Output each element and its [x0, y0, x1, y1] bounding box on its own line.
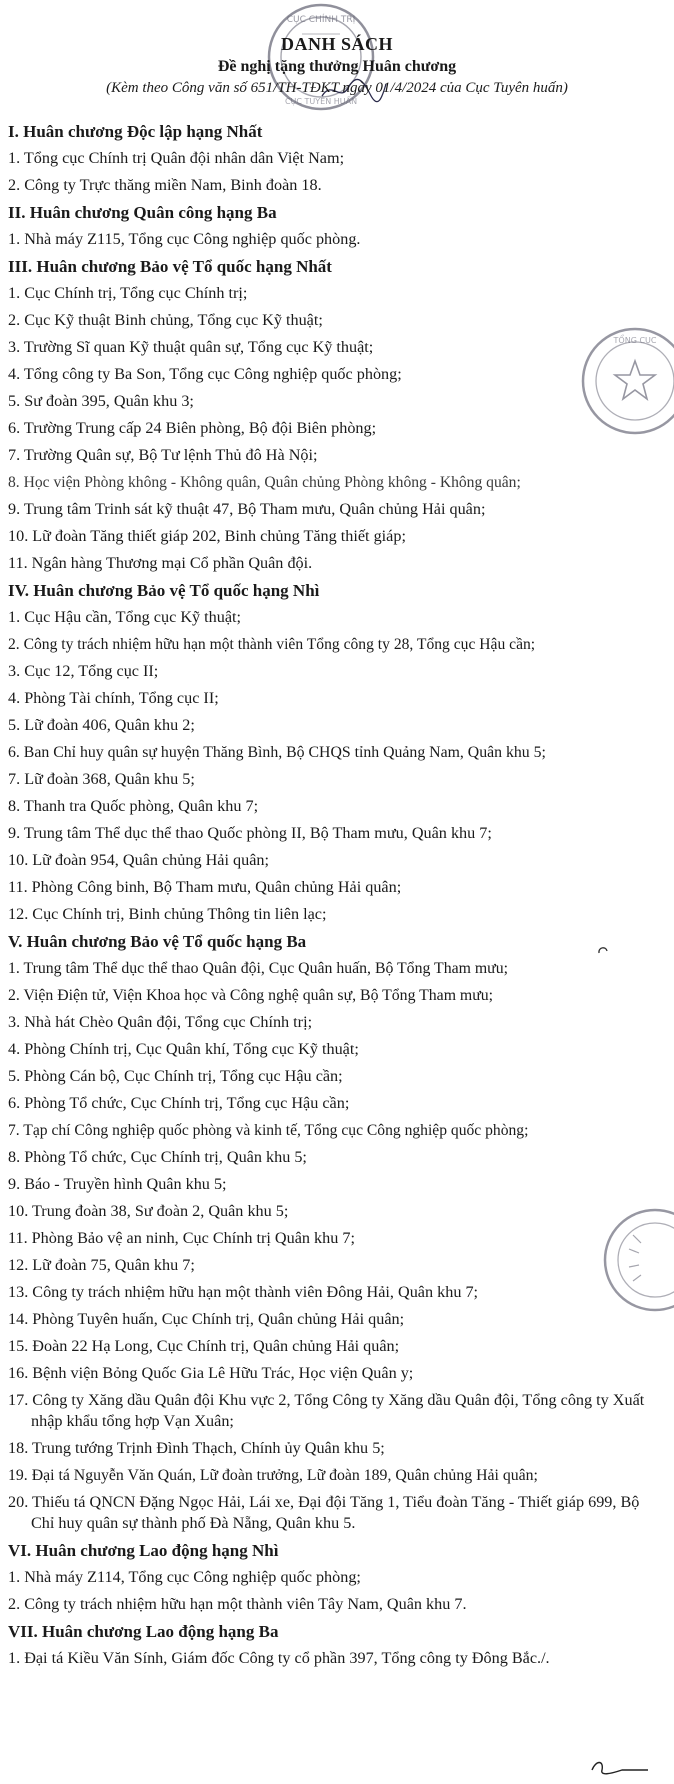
list-item: 5. Lữ đoàn 406, Quân khu 2;	[8, 716, 195, 734]
list-item: 9. Trung tâm Thể dục thể thao Quốc phòng II, Bộ Tham mưu, Quân khu 7;	[8, 824, 492, 842]
list-item: 13. Công ty trách nhiệm hữu hạn một thành viên Đông Hải, Quân khu 7;	[8, 1283, 479, 1301]
list-item: 3. Nhà hát Chèo Quân đội, Tổng cục Chính trị;	[8, 1013, 313, 1031]
list-item: 10. Trung đoàn 38, Sư đoàn 2, Quân khu 5;	[8, 1202, 289, 1220]
list-item: 3. Trường Sĩ quan Kỹ thuật quân sự, Tổng cục Kỹ thuật;	[8, 338, 374, 356]
list-item: 20. Thiếu tá QNCN Đặng Ngọc Hải, Lái xe, Đại đội Tăng 1, Tiểu đoàn Tăng - Thiết giáp 699, Bộ Chỉ huy quân sự thành phố Đà Nẵng, Quân khu 5.	[8, 1493, 640, 1532]
section-heading-6: VI. Huân chương Lao động hạng Nhì	[8, 1541, 279, 1560]
list-item: 1. Cục Chính trị, Tổng cục Chính trị;	[8, 284, 248, 302]
list-item: 10. Lữ đoàn 954, Quân chủng Hải quân;	[8, 851, 269, 869]
stamp-text-middle: TỔNG CỤC	[613, 336, 657, 345]
list-item: 5. Sư đoàn 395, Quân khu 3;	[8, 392, 194, 410]
list-item: 8. Phòng Tổ chức, Cục Chính trị, Quân khu 5;	[8, 1148, 307, 1166]
list-item: 8. Thanh tra Quốc phòng, Quân khu 7;	[8, 797, 259, 815]
section-heading-2: II. Huân chương Quân công hạng Ba	[8, 203, 277, 222]
list-item: 1. Tổng cục Chính trị Quân đội nhân dân Việt Nam;	[8, 149, 345, 167]
list-item: 7. Tạp chí Công nghiệp quốc phòng và kinh tế, Tổng cục Công nghiệp quốc phòng;	[8, 1122, 529, 1139]
list-item: 16. Bệnh viện Bỏng Quốc Gia Lê Hữu Trác, Học viện Quân y;	[8, 1364, 414, 1382]
list-item: 6. Ban Chỉ huy quân sự huyện Thăng Bình, Bộ CHQS tỉnh Quảng Nam, Quân khu 5;	[8, 744, 546, 761]
document-subtitle: Đề nghị tặng thưởng Huân chương	[217, 58, 457, 75]
signature-flourish-bottom	[588, 1756, 658, 1780]
section-heading-7: VII. Huân chương Lao động hạng Ba	[8, 1622, 279, 1641]
list-item: 2. Cục Kỹ thuật Binh chủng, Tổng cục Kỹ thuật;	[8, 311, 323, 329]
document-reference-note: (Kèm theo Công văn số 651/TH-TĐKT ngày 01/4/2024 của Cục Tuyên huấn)	[106, 80, 568, 96]
list-item: 2. Công ty Trực thăng miền Nam, Binh đoàn 18.	[8, 176, 322, 194]
list-item: 2. Viện Điện tử, Viện Khoa học và Công nghệ quân sự, Bộ Tổng Tham mưu;	[8, 987, 494, 1004]
list-item: 4. Tổng công ty Ba Son, Tổng cục Công nghiệp quốc phòng;	[8, 365, 402, 383]
stamp-text-top: CỤC CHÍNH TRỊ	[286, 15, 356, 25]
list-item: 5. Phòng Cán bộ, Cục Chính trị, Tổng cục Hậu cần;	[8, 1067, 343, 1085]
list-item: 6. Phòng Tổ chức, Cục Chính trị, Tổng cục Hậu cần;	[8, 1094, 350, 1112]
section-heading-4: IV. Huân chương Bảo vệ Tổ quốc hạng Nhì	[8, 581, 320, 600]
list-item: 7. Lữ đoàn 368, Quân khu 5;	[8, 770, 195, 788]
list-item: 11. Phòng Công binh, Bộ Tham mưu, Quân chủng Hải quân;	[8, 878, 402, 896]
section-heading-5: V. Huân chương Bảo vệ Tổ quốc hạng Ba	[8, 932, 307, 951]
list-item: 9. Báo - Truyền hình Quân khu 5;	[8, 1175, 227, 1193]
list-item: 1. Nhà máy Z115, Tổng cục Công nghiệp quốc phòng.	[8, 230, 361, 248]
list-item: 2. Công ty trách nhiệm hữu hạn một thành viên Tây Nam, Quân khu 7.	[8, 1595, 467, 1613]
list-item: 1. Đại tá Kiều Văn Sính, Giám đốc Công ty cổ phần 397, Tổng công ty Đông Bắc./.	[8, 1649, 550, 1667]
document-title: DANH SÁCH	[280, 34, 393, 54]
list-item: 11. Phòng Bảo vệ an ninh, Cục Chính trị Quân khu 7;	[8, 1229, 355, 1247]
list-item: 9. Trung tâm Trinh sát kỹ thuật 47, Bộ Tham mưu, Quân chủng Hải quân;	[8, 500, 486, 518]
list-item: 12. Lữ đoàn 75, Quân khu 7;	[8, 1256, 195, 1274]
list-item: 3. Cục 12, Tổng cục II;	[8, 662, 159, 680]
award-list	[0, 118, 674, 1672]
list-item: 10. Lữ đoàn Tăng thiết giáp 202, Binh chủng Tăng thiết giáp;	[8, 527, 406, 545]
list-item: 11. Ngân hàng Thương mại Cổ phần Quân đội.	[8, 554, 313, 572]
list-item: 6. Trường Trung cấp 24 Biên phòng, Bộ đội Biên phòng;	[8, 419, 377, 437]
list-item: 4. Phòng Chính trị, Cục Quân khí, Tổng cục Kỹ thuật;	[8, 1040, 359, 1058]
list-item: 1. Cục Hậu cần, Tổng cục Kỹ thuật;	[8, 608, 242, 626]
list-item: 4. Phòng Tài chính, Tổng cục II;	[8, 689, 219, 707]
list-item: 19. Đại tá Nguyễn Văn Quán, Lữ đoàn trưởng, Lữ đoàn 189, Quân chủng Hải quân;	[8, 1467, 538, 1484]
list-item: 1. Trung tâm Thể dục thể thao Quân đội, Cục Quân huấn, Bộ Tổng Tham mưu;	[8, 960, 508, 977]
list-item: 1. Nhà máy Z114, Tổng cục Công nghiệp quốc phòng;	[8, 1568, 361, 1586]
list-item: 18. Trung tướng Trịnh Đình Thạch, Chính ủy Quân khu 5;	[8, 1439, 385, 1457]
list-item: 8. Học viện Phòng không - Không quân, Quân chủng Phòng không - Không quân;	[8, 474, 521, 491]
list-item: 7. Trường Quân sự, Bộ Tư lệnh Thủ đô Hà Nội;	[8, 446, 318, 464]
stamp-text-bottom: CỤC TUYÊN HUẤN	[284, 97, 358, 106]
list-item: 12. Cục Chính trị, Binh chủng Thông tin liên lạc;	[8, 905, 327, 923]
list-item: 2. Công ty trách nhiệm hữu hạn một thành viên Tổng công ty 28, Tổng cục Hậu cần;	[8, 636, 536, 653]
list-item: 14. Phòng Tuyên huấn, Cục Chính trị, Quân chủng Hải quân;	[8, 1310, 405, 1328]
list-item: 15. Đoàn 22 Hạ Long, Cục Chính trị, Quân chủng Hải quân;	[8, 1337, 400, 1355]
section-heading-3: III. Huân chương Bảo vệ Tổ quốc hạng Nhất	[8, 257, 332, 276]
list-item: 17. Công ty Xăng dầu Quân đội Khu vực 2, Tổng Công ty Xăng dầu Quân đội, Tổng công ty Xuất nhập khẩu tổng hợp Vạn Xuân;	[8, 1391, 645, 1430]
section-heading-1: I. Huân chương Độc lập hạng Nhất	[8, 122, 263, 141]
